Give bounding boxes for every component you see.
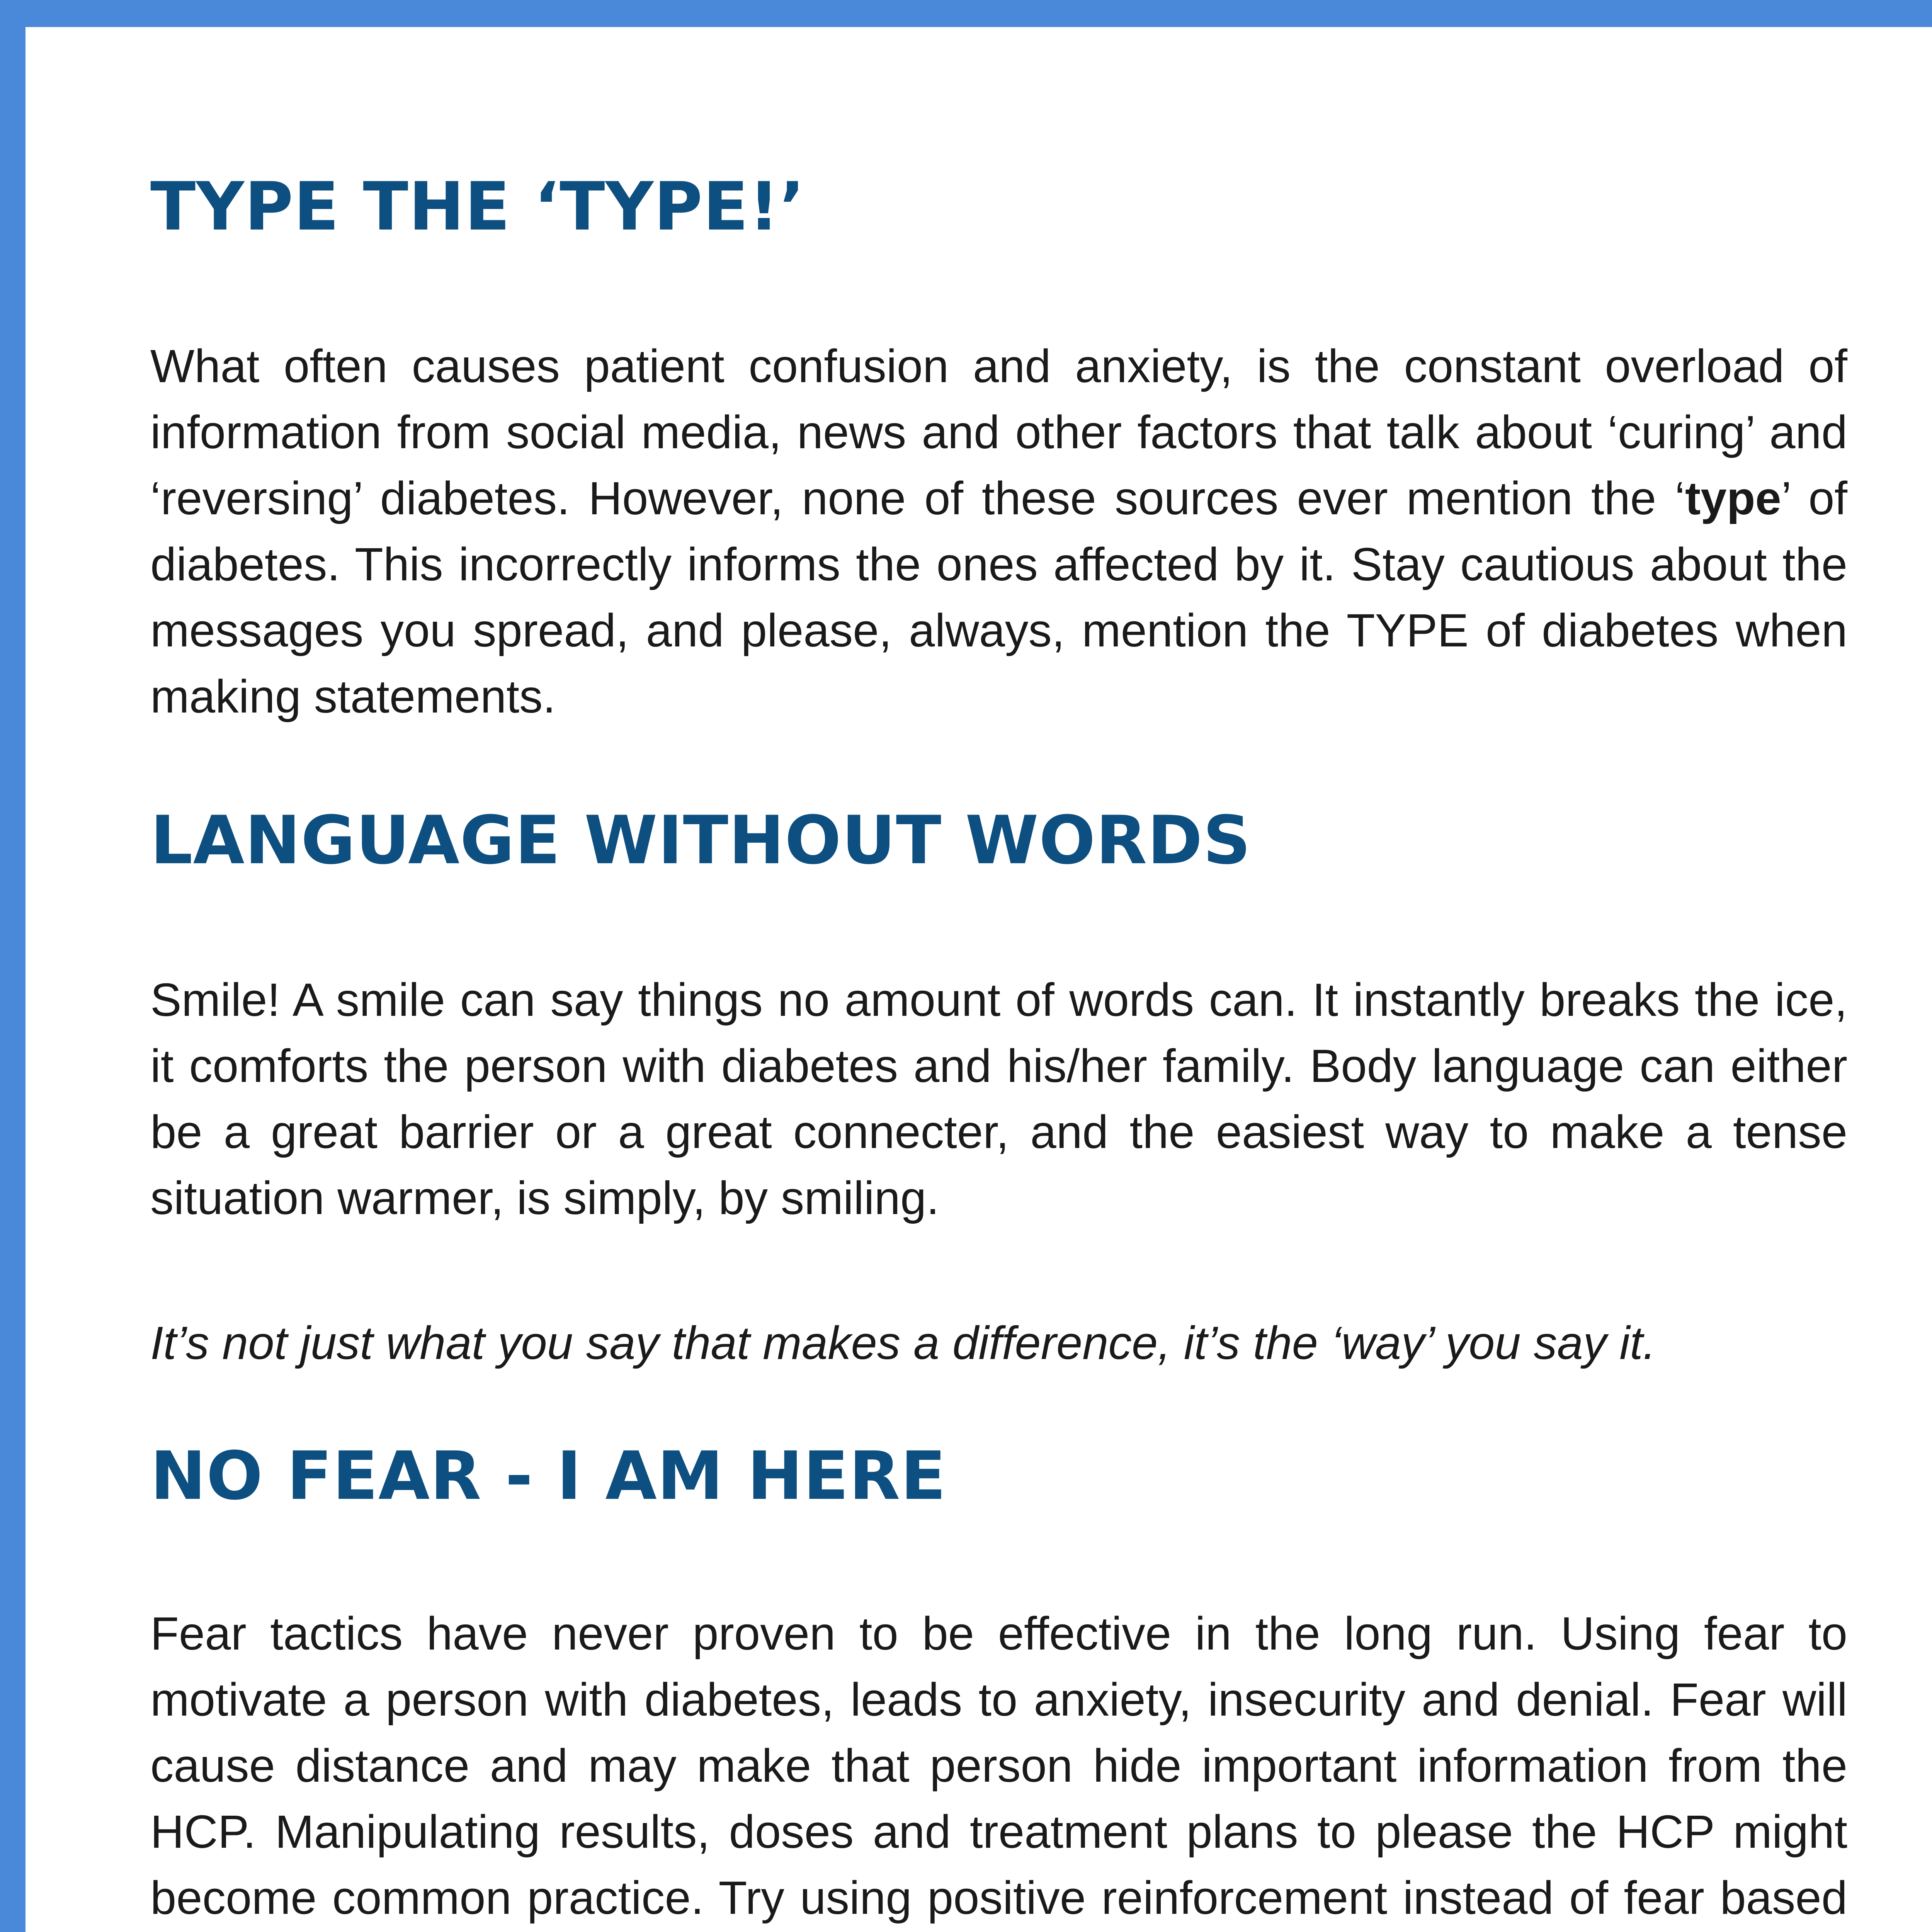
- body-text-part: What often causes patient confusion and anxiety, is the constant overload of information from social media, news and other factors that talk about ‘curing’ and ‘reversing’ diabetes. However, none of these sources ever mention the ‘: [150, 340, 1847, 524]
- emphasis-type: type: [1685, 472, 1781, 524]
- section-body-no-fear: Fear tactics have never proven to be effective in the long run. Using fear to motivate a person with diabetes, leads to anxiety, insecurity and denial. Fear will cause distance and may make that person hide important information from the HCP. Manipulating results, doses and treatment plans to please the HCP might become common practice. Try using positive reinforcement instead of fear based: [150, 1607, 1847, 1924]
- section-body-language-without-words: Smile! A smile can say things no amount of words can. It instantly breaks the ice, it comforts the person with diabetes and his/her family. Body language can either be a great barrier or a great connecter, and the easiest way to make a tense situation warmer, is simply, by smiling.: [150, 973, 1847, 1224]
- section-body-type-the-type: [150, 333, 1847, 730]
- italic-quote: It’s not just what you say that makes a difference, it’s the ‘way’ you say it.: [150, 1316, 1656, 1369]
- body-text-part: ’ of diabetes. This incorrectly informs the ones affected by it. Stay cautious about the messages you spread, and please, always, mention the TYPE of diabetes when making statements.: [150, 472, 1847, 723]
- section-title-type-the-type: TYPE THE ‘TYPE!’: [150, 168, 805, 245]
- section-title-no-fear: NO FEAR - I AM HERE: [150, 1437, 947, 1515]
- section-title-language-without-words: LANGUAGE WITHOUT WORDS: [150, 801, 1251, 879]
- page: [26, 27, 1932, 1932]
